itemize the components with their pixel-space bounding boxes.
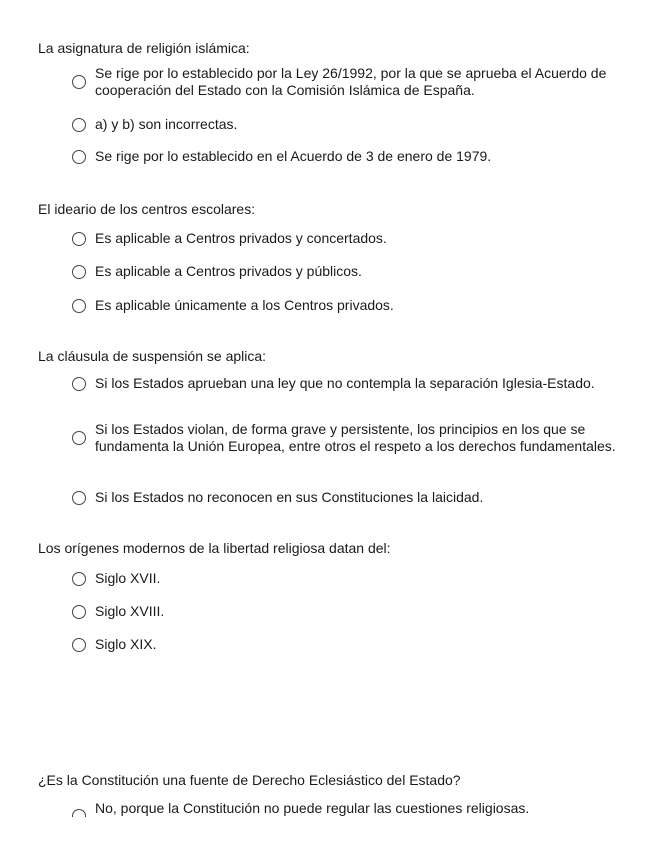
radio-button-icon[interactable] xyxy=(72,75,86,89)
option-label: Se rige por lo establecido por la Ley 26/1992, por la que se aprueba el Acuerdo de cooperación del Estado con la Comisión Islámica de España. xyxy=(95,65,607,98)
radio-button-icon[interactable] xyxy=(72,150,86,164)
radio-button-icon[interactable] xyxy=(72,809,86,817)
option-3b[interactable] xyxy=(72,421,632,455)
question-title: ¿Es la Constitución una fuente de Derecho Eclesiástico del Estado? xyxy=(38,772,461,788)
option-label: Siglo XVII. xyxy=(95,570,161,586)
option-2c[interactable] xyxy=(72,297,632,314)
option-4b[interactable] xyxy=(72,603,632,620)
option-label: Es aplicable a Centros privados y concertados. xyxy=(95,230,387,246)
option-label: a) y b) son incorrectas. xyxy=(95,116,238,132)
question-title: La cláusula de suspensión se aplica: xyxy=(38,348,267,364)
radio-button-icon[interactable] xyxy=(72,118,86,132)
option-label: Si los Estados no reconocen en sus Constituciones la laicidad. xyxy=(95,489,484,505)
option-label: Siglo XVIII. xyxy=(95,603,165,619)
option-label: Si los Estados aprueban una ley que no contempla la separación Iglesia-Estado. xyxy=(95,375,595,391)
option-label: Es aplicable únicamente a los Centros privados. xyxy=(95,297,394,313)
question-title: Los orígenes modernos de la libertad religiosa datan del: xyxy=(38,540,391,556)
option-1a[interactable] xyxy=(72,65,632,99)
radio-button-icon[interactable] xyxy=(72,638,86,652)
radio-button-icon[interactable] xyxy=(72,572,86,586)
option-5a[interactable] xyxy=(72,800,632,817)
radio-button-icon[interactable] xyxy=(72,491,86,505)
option-4c[interactable] xyxy=(72,636,632,653)
option-label: Siglo XIX. xyxy=(95,636,157,652)
radio-button-icon[interactable] xyxy=(72,232,86,246)
option-label: No, porque la Constitución no puede regular las cuestiones religiosas. xyxy=(95,800,530,816)
option-label: Si los Estados violan, de forma grave y persistente, los principios en los que se fundamenta la Unión Europea, entre otros el respeto a los derechos fundamentales. xyxy=(95,421,616,454)
option-label: Se rige por lo establecido en el Acuerdo de 3 de enero de 1979. xyxy=(95,148,492,164)
option-2b[interactable] xyxy=(72,263,632,280)
radio-button-icon[interactable] xyxy=(72,431,86,445)
option-1c[interactable] xyxy=(72,148,632,165)
radio-button-icon[interactable] xyxy=(72,377,86,391)
question-title: La asignatura de religión islámica: xyxy=(38,40,250,56)
option-3a[interactable] xyxy=(72,375,632,392)
option-4a[interactable] xyxy=(72,570,632,587)
option-label: Es aplicable a Centros privados y públicos. xyxy=(95,263,362,279)
question-title: El ideario de los centros escolares: xyxy=(38,201,256,217)
radio-button-icon[interactable] xyxy=(72,265,86,279)
radio-button-icon[interactable] xyxy=(72,299,86,313)
option-1b[interactable] xyxy=(72,116,632,133)
option-3c[interactable] xyxy=(72,489,632,506)
radio-button-icon[interactable] xyxy=(72,605,86,619)
option-2a[interactable] xyxy=(72,230,632,247)
